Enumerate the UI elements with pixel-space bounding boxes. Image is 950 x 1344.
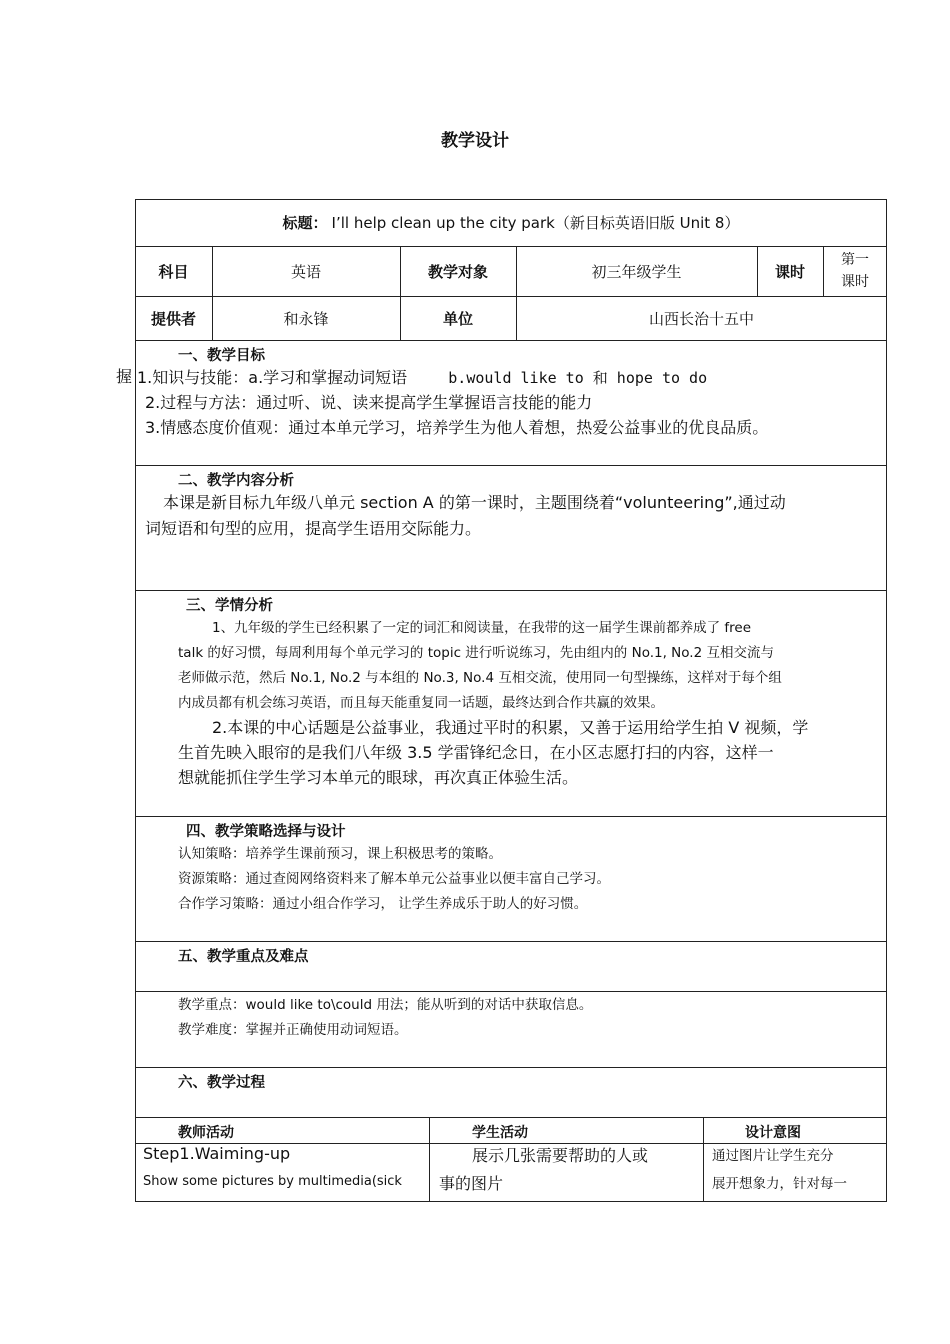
sec3-p1-line1: 1、九年级的学生已经积累了一定的词汇和阅读量，在我带的这一届学生课前都养成了 free xyxy=(212,620,751,636)
sec2-line2: 词短语和句型的应用，提高学生语用交际能力。 xyxy=(145,519,482,538)
audience-label: 教学对象 xyxy=(427,262,488,281)
period-value xyxy=(823,246,887,296)
sec1-line1-a: 1.知识与技能：a.学习和掌握动词短语 xyxy=(137,368,408,387)
process-col-student: 学生活动 xyxy=(472,1125,528,1141)
sec3-p2-line1: 2.本课的中心话题是公益事业，我通过平时的积累，又善于运用给学生拍 V 视频，学 xyxy=(212,718,809,737)
sec3-p1-line2: talk 的好习惯，每周利用每个单元学习的 topic 进行听说练习，先由组内的 No.1, No.2 互相交流与 xyxy=(178,645,774,661)
provider-value: 和永锋 xyxy=(283,309,329,328)
period-label: 课时 xyxy=(774,262,805,281)
sec3-heading: 三、学情分析 xyxy=(186,598,273,614)
sec2-heading: 二、教学内容分析 xyxy=(178,473,294,489)
process-row1-teacher-line1: Step1.Waiming-up xyxy=(143,1144,291,1163)
process-row1-teacher-line2: Show some pictures by multimedia(sick xyxy=(143,1174,402,1189)
sec4-line3: 合作学习策略：通过小组合作学习， 让学生养成乐于助人的好习惯。 xyxy=(178,896,588,912)
provider-label: 提供者 xyxy=(150,309,196,328)
sec2-line1: 本课是新目标九年级八单元 section A 的第一课时，主题围绕着“volunteering”,通过动 xyxy=(163,493,786,512)
process-row1-student-line2: 事的图片 xyxy=(439,1174,504,1193)
sec3-p1-line4: 内成员都有机会练习英语，而且每天能重复同一话题，最终达到合作共赢的效果。 xyxy=(178,695,664,711)
sec3-p2-line2: 生首先映入眼帘的是我们八年级 3.5 学雷锋纪念日，在小区志愿打扫的内容，这样一 xyxy=(178,743,774,762)
process-row1-student-line1: 展示几张需要帮助的人或 xyxy=(472,1146,649,1165)
sec1-margin-char: 握 xyxy=(116,367,133,386)
sec1-line1 xyxy=(137,365,707,391)
unit-label: 单位 xyxy=(442,309,473,328)
sec1-line2: 2.过程与方法：通过听、说、读来提高学生掌握语言技能的能力 xyxy=(145,393,593,412)
subject-value: 英语 xyxy=(290,262,321,281)
sec6-heading: 六、教学过程 xyxy=(178,1075,265,1091)
sec1-heading: 一、教学目标 xyxy=(178,348,265,364)
sec3-p1-line3: 老师做示范，然后 No.1, No.2 与本组的 No.3, No.4 互相交流，使用同一句型操练，这样对于每个组 xyxy=(178,670,782,686)
sec4-line1: 认知策略：培养学生课前预习，课上积极思考的策略。 xyxy=(178,846,502,862)
sec4-heading: 四、教学策略选择与设计 xyxy=(186,824,346,840)
sec1-line3: 3.情感态度价值观：通过本单元学习，培养学生为他人着想，热爱公益事业的优良品质。 xyxy=(145,418,769,437)
sec5-heading: 五、教学重点及难点 xyxy=(178,949,309,965)
period-value-line1: 第一 xyxy=(841,252,869,268)
sec5-line2: 教学难度：掌握并正确使用动词短语。 xyxy=(178,1022,408,1038)
title-row xyxy=(135,199,887,246)
sec1-line1-b: b.would like to 和 hope to do xyxy=(448,369,708,387)
sec4-line2: 资源策略：通过查阅网络资料来了解本单元公益事业以便丰富自己学习。 xyxy=(178,871,610,887)
process-col-teacher: 教师活动 xyxy=(178,1125,234,1141)
subject-label: 科目 xyxy=(158,262,189,281)
process-row1-intent-line1: 通过图片让学生充分 xyxy=(712,1148,834,1164)
sec3-p2-line3: 想就能抓住学生学习本单元的眼球，再次真正体验生活。 xyxy=(178,768,579,787)
process-col-intent: 设计意图 xyxy=(745,1125,801,1141)
period-value-line2: 课时 xyxy=(841,274,869,290)
process-row1-intent-line2: 展开想象力，针对每一 xyxy=(712,1176,847,1192)
title-label: 标题： xyxy=(282,214,328,232)
sec5-line1: 教学重点：would like to\could 用法；能从听到的对话中获取信息。 xyxy=(178,997,593,1013)
document-title: 教学设计 xyxy=(441,131,509,151)
title-value: I’ll help clean up the city park（新目标英语旧版 Unit 8） xyxy=(331,214,740,232)
audience-value: 初三年级学生 xyxy=(591,262,682,281)
unit-value: 山西长治十五中 xyxy=(648,309,754,328)
